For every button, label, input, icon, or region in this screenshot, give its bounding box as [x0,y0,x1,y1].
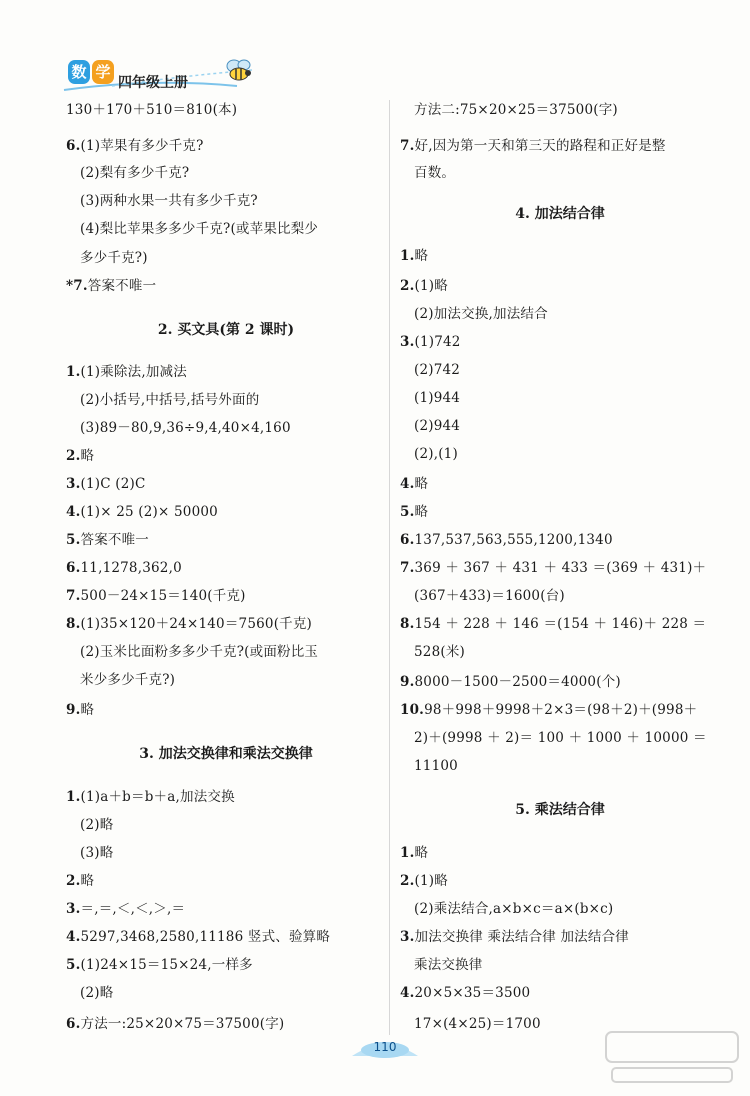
section-heading: 2. 买文具(第 2 课时) [157,322,295,338]
question-number: 2. [66,873,81,889]
answer-text: (1)略 [414,278,448,294]
answer-text: (1)35×120＋24×140＝7560(千克) [80,616,313,632]
answer-text: 米少多少千克?) [80,672,176,688]
answer-text: 略 [80,702,95,718]
question-number: 1. [66,364,81,380]
answer-line [414,586,565,606]
subject-badge-char-1: 数 [68,60,90,84]
answer-line [414,416,460,436]
question-number: 3. [400,334,415,350]
answer-text: 528(米) [414,644,466,660]
answer-text: 方法二:75×20×25＝37500(字) [414,102,618,118]
answer-text: 加法交换律 乘法结合律 加法结合律 [414,929,629,945]
answer-line [80,191,258,211]
question-number: 6. [66,560,81,576]
answer-line [400,276,448,296]
question-number: 3. [400,929,415,945]
answer-text: (3)两种水果一共有多少千克? [80,193,258,209]
question-number: 4. [400,985,415,1001]
answer-line [400,927,629,947]
answer-line [80,163,189,183]
answer-text: 2)＋(9998 ＋ 2)＝ 100 ＋ 1000 ＋ 10000 ＝ [414,730,707,746]
answer-text: 乘法交换律 [414,957,483,973]
answer-line [400,136,666,156]
answer-text: 多少千克?) [80,250,148,266]
answer-text: (1)944 [414,390,461,406]
answer-line [414,100,618,120]
answer-line [414,444,458,464]
page-number-tab [350,1036,420,1062]
answer-line [80,390,259,410]
answer-text: 略 [414,845,429,861]
answer-line [400,502,428,522]
question-number: 7. [400,560,415,576]
question-number: 4. [66,929,81,945]
question-number: 6. [66,138,81,154]
answer-line [414,899,613,919]
question-number: 6. [66,1016,81,1032]
answer-line [66,927,330,947]
answer-text: (367＋433)＝1600(台) [414,588,565,604]
answer-text: 答案不唯一 [87,278,157,294]
answer-line [400,246,428,266]
answer-text: ＝,＝,＜,＜,＞,＝ [80,901,186,917]
answer-text: 方法一:25×20×75＝37500(字) [80,1016,285,1032]
answer-line [400,843,428,863]
answer-text: 略 [80,873,95,889]
answer-text: 500－24×15＝140(千克) [80,588,246,604]
answer-line [80,983,113,1003]
question-number: 8. [66,616,81,632]
answer-text: 369 ＋ 367 ＋ 431 ＋ 433 ＝(369 ＋ 431)＋ [414,560,707,576]
answer-line [400,672,621,692]
answer-text: 略 [414,504,429,520]
answer-text: 20×5×35＝3500 [414,985,531,1001]
answer-line [400,332,461,352]
question-number: 5. [400,504,415,520]
answer-line [80,670,175,690]
answer-text: 略 [414,476,429,492]
answer-line [66,100,237,120]
question-number: 9. [400,674,415,690]
answer-line [66,700,94,720]
question-number: 8. [400,616,415,632]
answer-line [400,871,448,891]
answer-text: 154 ＋ 228 ＋ 146 ＝(154 ＋ 146)＋ 228 ＝ [414,616,707,632]
answer-text: 130＋170＋510＝810(本) [66,102,238,118]
watermark-logo [602,1028,742,1088]
answer-text: (2)小括号,中括号,括号外面的 [80,392,260,408]
answer-line [400,558,706,578]
question-number: 5. [66,532,81,548]
answer-text: (2)略 [80,985,114,1001]
answer-text: 11,1278,362,0 [80,560,182,576]
answer-line [66,276,156,296]
answer-line [66,530,149,550]
answer-text: 11100 [414,758,458,774]
answer-line [66,1014,284,1034]
answer-text: (1)742 [414,334,461,350]
answer-text: (2)944 [414,418,461,434]
answer-text: (3)89－80,9,36÷9,4,40×4,160 [80,420,291,436]
answer-line [80,843,113,863]
answer-text: 5297,3468,2580,11186 竖式、验算略 [80,929,331,945]
answer-text: 略 [414,248,429,264]
answer-line [400,530,613,550]
question-number: 2. [400,873,415,889]
answer-line [80,815,113,835]
answer-line [66,955,253,975]
answer-text: (2)玉米比面粉多多少千克?(或面粉比玉 [80,644,319,660]
question-number: 9. [66,702,81,718]
section-heading: 3. 加法交换律和乘法交换律 [139,746,313,762]
answer-text: 17×(4×25)＝1700 [414,1016,541,1032]
answer-text: (2)742 [414,362,461,378]
answer-line [400,700,697,720]
question-number: *7. [66,278,88,294]
answer-line [66,502,218,522]
answer-line [414,955,483,975]
answer-line [414,360,460,380]
answer-text: (1)× 25 (2)× 50000 [80,504,218,520]
question-number: 5. [66,957,81,973]
answer-line [414,756,458,776]
question-number: 7. [400,138,415,154]
answer-line [414,728,707,748]
answer-text: (3)略 [80,845,114,861]
answer-line [400,983,530,1003]
question-number: 6. [400,532,415,548]
question-number: 4. [400,476,415,492]
section-heading: 5. 乘法结合律 [515,802,605,818]
answer-line [66,446,94,466]
answer-text: (1)略 [414,873,448,889]
answer-text: 137,537,563,555,1200,1340 [414,532,613,548]
question-number: 3. [66,476,81,492]
answer-text: 好,因为第一天和第三天的路程和正好是整 [414,138,666,154]
answer-line [66,614,312,634]
answer-text: (2)梨有多少千克? [80,165,190,181]
question-number: 3. [66,901,81,917]
answer-line [80,642,318,662]
answer-line [66,787,235,807]
answer-line [66,474,146,494]
answer-line [414,642,465,662]
question-number: 10. [400,702,425,718]
answer-line [400,614,706,634]
question-number: 2. [66,448,81,464]
question-number: 1. [400,845,415,861]
answer-text: 8000－1500－2500＝4000(个) [414,674,621,690]
answer-text: (1)24×15＝15×24,一样多 [80,957,253,973]
answer-line [66,586,246,606]
answer-line [66,899,185,919]
answer-line [66,558,182,578]
answer-text: (4)梨比苹果多多少千克?(或苹果比梨少 [80,221,319,237]
answer-text: (1)乘除法,加减法 [80,364,187,380]
answer-text: 答案不唯一 [80,532,149,548]
answer-text: (1)C (2)C [80,476,146,492]
column-divider [389,100,390,1035]
answer-line [414,304,548,324]
answer-line [80,418,291,438]
answer-line [414,1014,541,1034]
answer-text: (1)a＋b＝b＋a,加法交换 [80,789,235,805]
answer-text: (2)略 [80,817,114,833]
question-number: 7. [66,588,81,604]
page-number: 110 [373,1040,397,1054]
answer-line [80,219,318,239]
question-number: 1. [400,248,415,264]
answer-line [414,388,460,408]
answer-text: (2)乘法结合,a×b×c＝a×(b×c) [414,901,614,917]
question-number: 4. [66,504,81,520]
answer-text: 98＋998＋9998＋2×3＝(98＋2)＋(998＋ [424,702,698,718]
answer-text: (2),(1) [414,446,458,462]
page-header [62,56,262,96]
answer-text: (1)苹果有多少千克? [80,138,204,154]
section-heading: 4. 加法结合律 [515,206,605,222]
answer-line [66,362,187,382]
answer-text: (2)加法交换,加法结合 [414,306,548,322]
answer-text: 略 [80,448,95,464]
answer-line [80,248,148,268]
answer-line [66,871,94,891]
subject-badge-char-2: 学 [92,60,114,84]
grade-label: 四年级上册 [118,75,188,91]
question-number: 2. [400,278,415,294]
question-number: 1. [66,789,81,805]
answer-line [66,136,204,156]
bee-icon [222,56,256,84]
answer-line [414,163,455,183]
answer-text: 百数。 [414,165,456,181]
answer-line [400,474,428,494]
